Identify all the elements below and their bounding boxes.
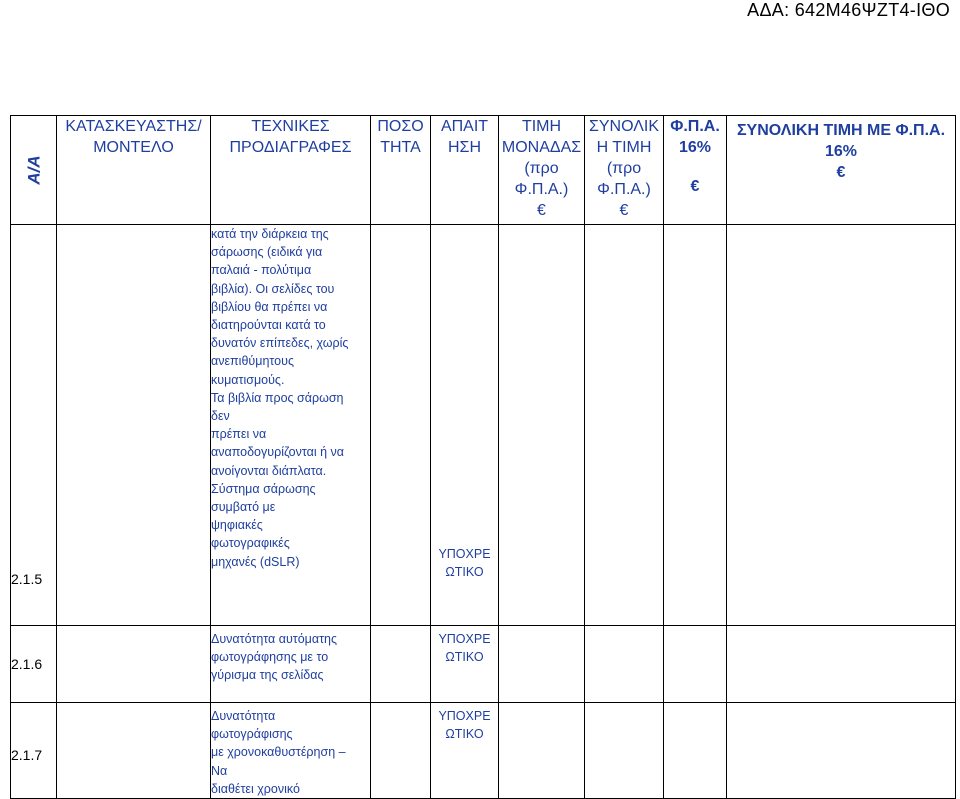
header-quantity-line: ΤΗΤΑ (380, 139, 421, 156)
requirement-line: ΥΠΟΧΡΕ (438, 547, 491, 561)
header-total-with-vat (727, 116, 956, 225)
header-manufacturer-line: ΚΑΤΑΣΚΕΥΑΣΤΗΣ/ (65, 118, 202, 135)
spec-cell (211, 703, 371, 799)
header-unit-price-line: ΤΙΜΗ (521, 118, 562, 135)
header-specs-line: ΤΕΧΝΙΚΕΣ (251, 118, 330, 135)
spec-line: ανεπιθύμητους (211, 354, 294, 369)
total-price-cell (585, 626, 664, 703)
spec-line: με χρονοκαθυστέρηση – (211, 745, 346, 760)
spec-line: διατηρούνται κατά το (211, 318, 326, 333)
spec-line: δυνατόν επίπεδες, χωρίς (211, 336, 349, 351)
quantity-cell (371, 626, 431, 703)
table-row (11, 626, 956, 703)
spec-line: Σύστημα σάρωσης (211, 481, 316, 496)
spec-line: συμβατό με (211, 500, 276, 515)
spec-line: πρέπει να (211, 427, 267, 442)
header-quantity-line: ΠΟΣΟ (377, 118, 424, 135)
header-specs (211, 116, 371, 225)
header-row (11, 116, 956, 225)
spec-cell (211, 626, 371, 703)
spec-table (10, 115, 956, 799)
spec-line: διαθέτει χρονικό (211, 781, 300, 796)
spec-line: σάρωσης (ειδικά για (211, 245, 323, 260)
euro-sign: € (690, 178, 700, 195)
row-number: 2.1.6 (11, 626, 57, 703)
requirement-line: ΩΤΙΚΟ (445, 650, 484, 664)
euro-sign: € (537, 202, 546, 219)
spec-line: κατά την διάρκεια της (211, 227, 329, 241)
vat-cell (664, 626, 727, 703)
header-requirement-line: ΑΠΑΙΤ (440, 118, 489, 135)
header-unit-price-line: Φ.Π.Α.) (514, 181, 569, 198)
header-total-with-vat-line: ΣΥΝΟΛΙΚΗ ΤΙΜΗ ΜΕ Φ.Π.Α. (736, 122, 946, 139)
spec-line: φωτογραφικές (211, 536, 290, 551)
header-unit-price-line: (προ (524, 160, 559, 177)
euro-sign: € (836, 164, 846, 181)
manufacturer-cell (57, 703, 211, 799)
header-manufacturer (57, 116, 211, 225)
row-number: 2.1.5 (11, 225, 57, 626)
spec-line: κυματισμούς. (211, 372, 285, 387)
requirement-cell (431, 703, 499, 799)
spec-line: παλαιά - πολύτιμα (211, 263, 312, 278)
total-price-cell (585, 703, 664, 799)
spec-line: δεν (211, 409, 230, 424)
header-total-with-vat-line: 16% (824, 143, 858, 160)
spec-line: βιβλίου θα πρέπει να (211, 299, 328, 314)
quantity-cell (371, 703, 431, 799)
spec-line: βιβλία). Οι σελίδες του (211, 281, 335, 296)
header-requirement (431, 116, 499, 225)
header-total-price-line: ΣΥΝΟΛΙΚ (588, 118, 660, 135)
spec-line: μηχανές (dSLR) (211, 554, 300, 569)
header-manufacturer-line: ΜΟΝΤΕΛΟ (93, 139, 174, 156)
header-unit-price (499, 116, 585, 225)
spec-line: φωτογράφησης με το (211, 650, 329, 665)
total-with-vat-cell (727, 703, 956, 799)
header-total-price (585, 116, 664, 225)
header-total-price-line: Φ.Π.Α.) (597, 181, 651, 198)
spec-line: ψηφιακές (211, 518, 263, 533)
requirement-line: ΩΤΙΚΟ (445, 565, 484, 579)
spec-line: Δυνατότητα (211, 709, 276, 723)
manufacturer-cell (57, 626, 211, 703)
total-with-vat-cell (727, 626, 956, 703)
unit-price-cell (499, 225, 585, 626)
unit-price-cell (499, 703, 585, 799)
spec-line: Δυνατότητα αυτόματης (211, 632, 338, 646)
header-total-price-line: (προ (606, 160, 642, 177)
header-quantity (371, 116, 431, 225)
manufacturer-cell (57, 225, 211, 626)
header-vat-line: Φ.Π.Α. (670, 118, 720, 135)
quantity-cell (371, 225, 431, 626)
spec-line: φωτογράφισης (211, 727, 293, 742)
ada-watermark: ΑΔΑ: 642Μ46ΨΖΤ4-ΙΘΟ (747, 0, 950, 20)
requirement-line: ΥΠΟΧΡΕ (438, 632, 491, 646)
header-requirement-line: ΗΣΗ (448, 139, 481, 156)
header-aa (11, 116, 57, 225)
euro-sign: € (619, 202, 629, 219)
requirement-line: ΩΤΙΚΟ (445, 727, 484, 741)
spec-line: Τα βιβλία προς σάρωση (211, 390, 344, 405)
vat-cell (664, 225, 727, 626)
header-vat (664, 116, 727, 225)
vat-cell (664, 703, 727, 799)
total-with-vat-cell (727, 225, 956, 626)
spec-line: Να (211, 763, 228, 778)
unit-price-cell (499, 626, 585, 703)
header-total-price-line: Η ΤΙΜΗ (596, 139, 652, 156)
spec-line: γύρισμα της σελίδας (211, 668, 324, 683)
header-unit-price-line: ΜΟΝΑΔΑΣ (501, 139, 582, 156)
requirement-cell (431, 225, 499, 626)
header-aa-label: Α/Α (24, 155, 43, 185)
header-vat-line: 16% (678, 139, 712, 156)
requirement-line: ΥΠΟΧΡΕ (438, 709, 491, 723)
table-row (11, 225, 956, 626)
requirement-cell (431, 626, 499, 703)
spec-cell (211, 225, 371, 626)
table-row (11, 703, 956, 799)
row-number: 2.1.7 (11, 703, 57, 799)
spec-line: αναποδογυρίζονται ή να (211, 445, 345, 460)
spec-line: ανοίγονται διάπλατα. (211, 463, 327, 478)
header-specs-line: ΠΡΟΔΙΑΓΡΑΦΕΣ (229, 139, 352, 156)
total-price-cell (585, 225, 664, 626)
